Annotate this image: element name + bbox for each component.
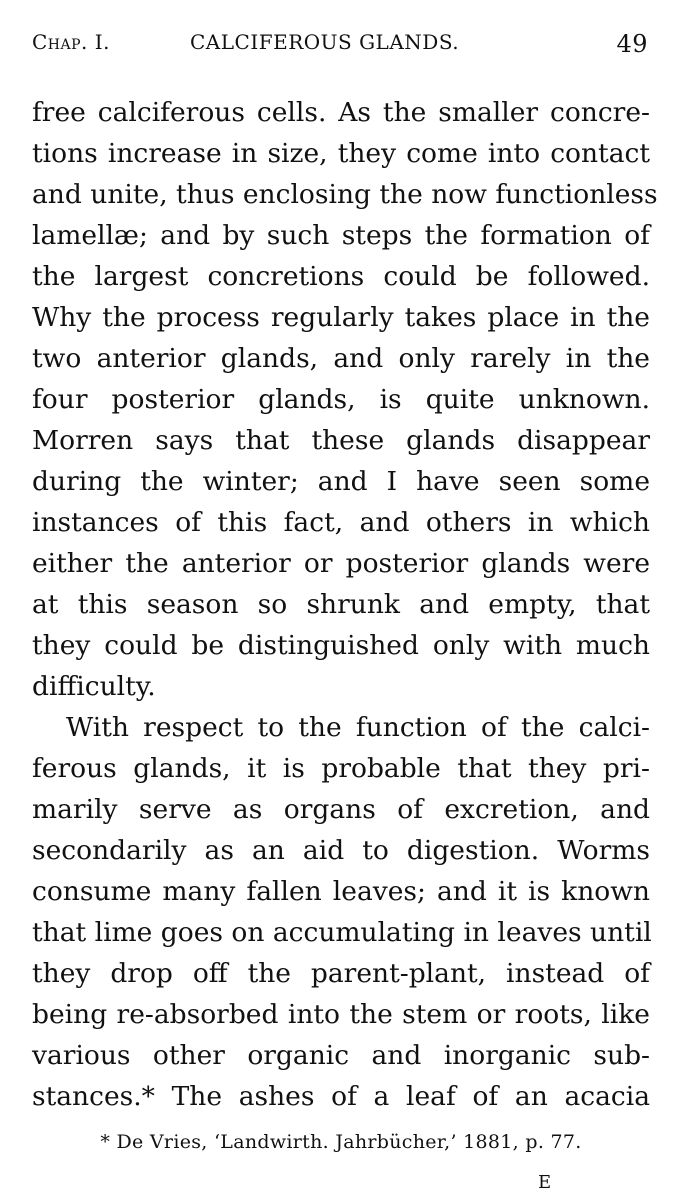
text-line: With respect to the function of the calci- [66,712,650,743]
text-line: secondarily as an aid to digestion. Worms [32,835,650,866]
text-line: difficulty. [32,671,156,702]
text-line: either the anterior or posterior glands were [32,548,650,579]
text-line: lamellæ; and by such steps the formation of [32,220,650,251]
text-line: that lime goes on accumulating in leaves until [32,917,652,948]
text-line: the largest concretions could be followed. [32,261,650,292]
text-line: free calciferous cells. As the smaller concre- [32,97,650,128]
text-line: various other organic and inorganic sub- [32,1040,650,1071]
text-line: ferous glands, it is probable that they pri- [32,753,650,784]
book-page [32,0,658,1200]
text-line: consume many fallen leaves; and it is known [32,876,650,907]
text-line: instances of this fact, and others in which [32,507,650,538]
running-head [32,30,650,62]
footnote: * De Vries, ‘Landwirth. Jahrbücher,’ 1881, p. 77. [100,1131,582,1153]
text-line: during the winter; and I have seen some [32,466,650,497]
text-line: being re-absorbed into the stem or roots, like [32,999,650,1030]
text-line: Morren says that these glands disappear [32,425,650,456]
signature-mark: E [538,1172,552,1193]
text-line: Why the process regularly takes place in the [32,302,650,333]
body-text [32,92,658,1117]
chapter-label: Chap. I. [32,30,111,54]
text-line: four posterior glands, is quite unknown. [32,384,650,415]
text-line: marily serve as organs of excretion, and [32,794,650,825]
section-title: CALCIFEROUS GLANDS. [190,30,460,54]
text-line: tions increase in size, they come into contact [32,138,650,169]
text-line: stances.* The ashes of a leaf of an acacia [32,1081,650,1112]
paragraph-1 [32,92,658,707]
text-line: they drop off the parent-plant, instead of [32,958,650,989]
text-line: and unite, thus enclosing the now functionless [32,179,658,210]
page-number: 49 [616,30,648,58]
paragraph-2 [32,707,650,1117]
text-line: two anterior glands, and only rarely in the [32,343,650,374]
text-line: they could be distinguished only with much [32,630,650,661]
text-line: at this season so shrunk and empty, that [32,589,650,620]
